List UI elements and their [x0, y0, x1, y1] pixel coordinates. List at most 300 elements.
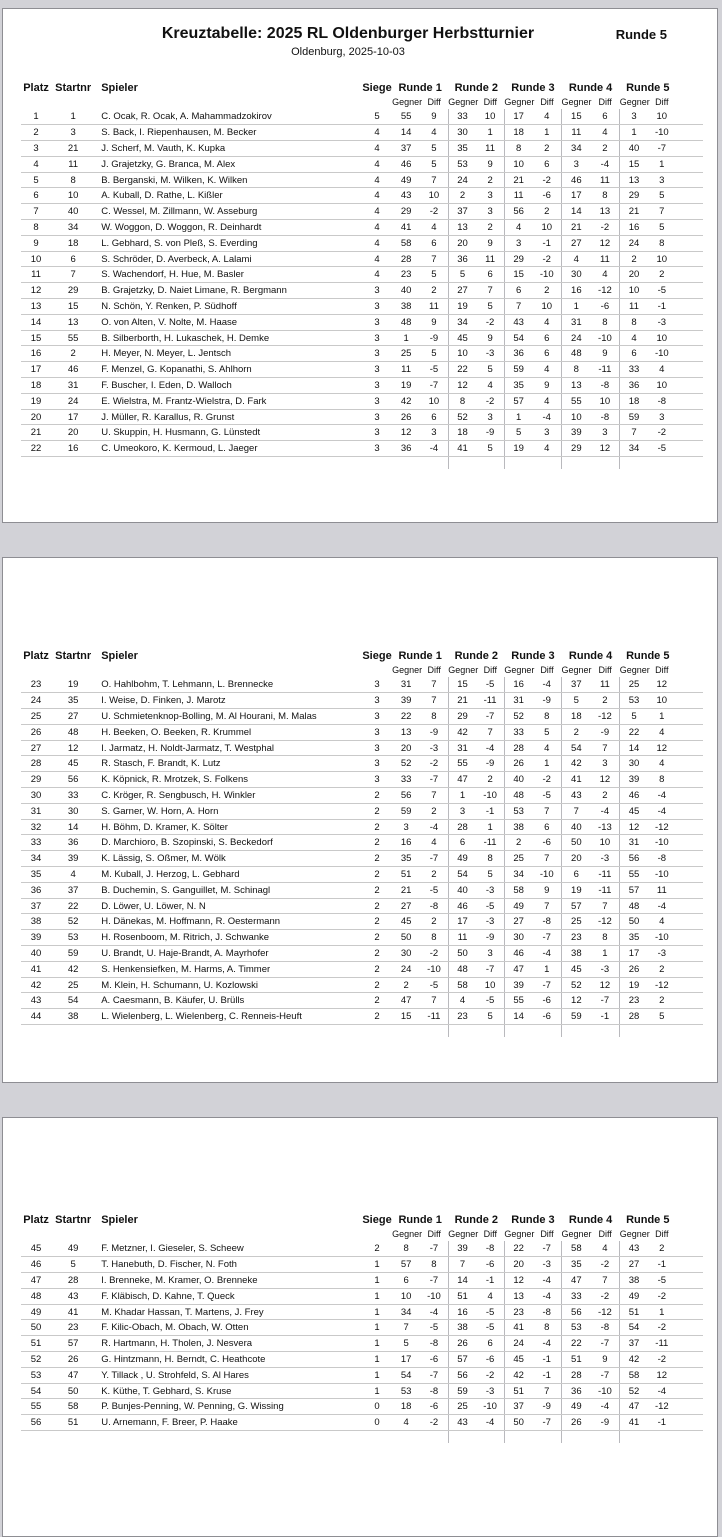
cell-r1-diff: 4 [420, 220, 448, 236]
cell-r5-diff: -5 [648, 1273, 676, 1289]
cell-spieler: U. Arnemann, F. Breer, P. Haake [95, 1415, 362, 1431]
cell-r5-gegner: 53 [620, 693, 648, 709]
spacer-cell [676, 772, 703, 788]
subcol-header-gegner: Gegner [392, 1229, 423, 1239]
cell-r5-gegner: 28 [620, 1009, 648, 1025]
cell-r1-gegner: 30 [392, 946, 420, 962]
cell-r5-gegner: 19 [620, 977, 648, 993]
cell-r2-gegner: 49 [448, 851, 476, 867]
cell-r5-gegner: 37 [620, 1336, 648, 1352]
cell-platz: 2 [21, 125, 51, 141]
cell-r5-gegner: 45 [620, 803, 648, 819]
cell-spieler: S. Garner, W. Horn, A. Horn [95, 803, 362, 819]
cell-r4-diff: 10 [591, 835, 620, 851]
cell-r5-diff: -5 [648, 283, 676, 299]
subcol-header-gegner: Gegner [448, 1229, 479, 1239]
cell-r2-diff: 3 [476, 409, 504, 425]
cell-r5-gegner: 40 [620, 141, 648, 157]
col-header-runde-4: Runde 4 [568, 1214, 613, 1226]
cell-siege: 3 [362, 740, 392, 756]
cell-r1-gegner: 12 [392, 425, 420, 441]
table-row [21, 362, 703, 378]
cell-r5-diff: -2 [648, 1320, 676, 1336]
cell-r5-diff: -4 [648, 1383, 676, 1399]
cell-r2-diff: 5 [476, 441, 504, 457]
cell-r3-diff: -8 [532, 1304, 561, 1320]
spacer-cell [676, 898, 703, 914]
cell-r1-gegner: 23 [392, 267, 420, 283]
cell-r4-diff: -11 [591, 867, 620, 883]
cell-r3-gegner: 34 [504, 867, 532, 883]
cell-startnr: 38 [51, 1009, 95, 1025]
cell-r1-gegner: 36 [392, 441, 420, 457]
cell-r3-gegner: 24 [504, 1336, 532, 1352]
cell-r5-gegner: 55 [620, 867, 648, 883]
cell-r1-diff: -7 [420, 1367, 448, 1383]
subcol-header-diff: Diff [427, 665, 441, 675]
cell-r5-gegner: 21 [620, 204, 648, 220]
cell-r2-diff: -10 [476, 788, 504, 804]
cell-platz: 15 [21, 330, 51, 346]
cell-r3-diff: 10 [532, 299, 561, 315]
cell-r3-diff: -7 [532, 977, 561, 993]
cell-r1-diff: -10 [420, 961, 448, 977]
cell-r1-diff: -7 [420, 1273, 448, 1289]
table-row [21, 677, 703, 693]
cell-r2-diff: 10 [476, 109, 504, 125]
cell-r1-diff: 3 [420, 425, 448, 441]
cell-r5-diff: -8 [648, 393, 676, 409]
table-row [21, 156, 703, 172]
cell-spieler: E. Wielstra, M. Frantz-Wielstra, D. Fark [95, 393, 362, 409]
spacer-cell [676, 740, 703, 756]
cell-platz: 12 [21, 283, 51, 299]
cell-r2-gegner: 28 [448, 819, 476, 835]
cell-r1-diff: 4 [420, 835, 448, 851]
cell-spieler: C. Umeokoro, K. Kermoud, L. Jaeger [95, 441, 362, 457]
cell-r3-gegner: 40 [504, 772, 532, 788]
cell-r1-gegner: 40 [392, 283, 420, 299]
cell-r1-diff: -7 [420, 1241, 448, 1257]
cell-r2-gegner: 35 [448, 141, 476, 157]
cell-r3-gegner: 38 [504, 819, 532, 835]
cell-startnr: 46 [51, 362, 95, 378]
cell-r2-diff: -7 [476, 709, 504, 725]
col-header-platz: Platz [23, 82, 49, 94]
cell-r4-diff: 8 [591, 930, 620, 946]
cell-r5-diff: -1 [648, 1257, 676, 1273]
col-header-spieler: Spieler [101, 1214, 138, 1226]
cell-r5-gegner: 54 [620, 1320, 648, 1336]
cell-platz: 3 [21, 141, 51, 157]
table-subheader-row [21, 1227, 703, 1241]
cell-r1-diff: -2 [420, 204, 448, 220]
table-row [21, 930, 703, 946]
cell-r5-gegner: 8 [620, 314, 648, 330]
cell-r3-gegner: 27 [504, 914, 532, 930]
cell-r4-diff: -8 [591, 1320, 620, 1336]
cell-r1-gegner: 4 [392, 1415, 420, 1431]
cell-r2-diff: -3 [476, 1383, 504, 1399]
cell-r5-gegner: 59 [620, 409, 648, 425]
spacer-cell [676, 80, 703, 95]
cell-r3-diff: 7 [532, 898, 561, 914]
spacer-cell [676, 1383, 703, 1399]
cell-r3-gegner: 48 [504, 788, 532, 804]
cell-r1-gegner: 58 [392, 235, 420, 251]
col-header-runde-3: Runde 3 [511, 82, 555, 94]
cell-startnr: 52 [51, 914, 95, 930]
spacer-cell [676, 1212, 703, 1227]
cell-r3-diff: 9 [532, 882, 561, 898]
cell-r1-gegner: 20 [392, 740, 420, 756]
subcol-header-diff: Diff [483, 665, 497, 675]
cell-r3-diff: 4 [532, 109, 561, 125]
cell-r1-gegner: 41 [392, 220, 420, 236]
spacer-cell [620, 457, 676, 469]
table-row [21, 1257, 703, 1273]
cell-r2-diff: 2 [476, 772, 504, 788]
cell-siege: 1 [362, 1273, 392, 1289]
subcol-header-diff: Diff [540, 97, 554, 107]
cell-startnr: 24 [51, 393, 95, 409]
spacer-cell [676, 803, 703, 819]
cell-r5-gegner: 10 [620, 283, 648, 299]
cell-r4-diff: 12 [591, 772, 620, 788]
cell-r3-gegner: 6 [504, 283, 532, 299]
cell-siege: 3 [362, 283, 392, 299]
cell-spieler: C. Ocak, R. Ocak, A. Mahammadzokirov [95, 109, 362, 125]
cell-siege: 1 [362, 1257, 392, 1273]
cell-siege: 3 [362, 362, 392, 378]
cell-r1-gegner: 5 [392, 1336, 420, 1352]
cell-platz: 7 [21, 204, 51, 220]
table-row [21, 299, 703, 315]
spacer-cell [562, 1431, 620, 1443]
cell-platz: 47 [21, 1273, 51, 1289]
spacer-cell [676, 882, 703, 898]
cell-r2-gegner: 11 [448, 930, 476, 946]
cell-r3-diff: 3 [532, 425, 561, 441]
table-header-row [21, 1212, 703, 1227]
cell-r2-diff: -2 [476, 314, 504, 330]
cell-r1-diff: 11 [420, 299, 448, 315]
cell-r2-gegner: 58 [448, 977, 476, 993]
cell-r3-gegner: 11 [504, 188, 532, 204]
cell-r5-diff: 2 [648, 961, 676, 977]
cell-r3-gegner: 3 [504, 235, 532, 251]
col-header-startnr: Startnr [55, 1214, 92, 1226]
cell-r2-gegner: 3 [448, 803, 476, 819]
cell-r3-gegner: 1 [504, 409, 532, 425]
cell-r4-diff: 4 [591, 267, 620, 283]
cell-startnr: 8 [51, 172, 95, 188]
cell-r5-gegner: 35 [620, 930, 648, 946]
cell-r1-gegner: 53 [392, 1383, 420, 1399]
cell-r1-gegner: 3 [392, 819, 420, 835]
cell-r3-gegner: 55 [504, 993, 532, 1009]
cell-platz: 16 [21, 346, 51, 362]
cell-r4-diff: -8 [591, 409, 620, 425]
cell-r2-diff: 5 [476, 362, 504, 378]
cell-spieler: L. Gebhard, S. von Pleß, S. Everding [95, 235, 362, 251]
cell-r3-diff: 7 [532, 803, 561, 819]
cell-siege: 2 [362, 1009, 392, 1025]
table-tail-row [21, 1431, 703, 1443]
table-row [21, 378, 703, 394]
cell-r1-diff: 5 [420, 141, 448, 157]
spacer-cell [676, 172, 703, 188]
cell-r2-diff: -5 [476, 1320, 504, 1336]
cell-r3-diff: -1 [532, 1352, 561, 1368]
cell-r4-diff: -7 [591, 1336, 620, 1352]
cell-r3-diff: -4 [532, 1273, 561, 1289]
cell-r5-diff: -12 [648, 977, 676, 993]
cell-siege: 2 [362, 993, 392, 1009]
cell-r3-gegner: 7 [504, 299, 532, 315]
cell-spieler: M. Kuball, J. Herzog, L. Gebhard [95, 867, 362, 883]
cell-siege: 2 [362, 882, 392, 898]
cell-r1-gegner: 50 [392, 930, 420, 946]
cell-platz: 26 [21, 724, 51, 740]
cell-r4-diff: 4 [591, 125, 620, 141]
cell-r2-gegner: 4 [448, 993, 476, 1009]
cell-r3-diff: -2 [532, 772, 561, 788]
cell-spieler: F. Buscher, I. Eden, D. Walloch [95, 378, 362, 394]
cell-spieler: G. Hintzmann, H. Berndt, C. Heathcote [95, 1352, 362, 1368]
cell-r4-diff: -2 [591, 1288, 620, 1304]
cell-r3-diff: -1 [532, 1367, 561, 1383]
cell-startnr: 34 [51, 220, 95, 236]
cell-platz: 41 [21, 961, 51, 977]
cell-r1-gegner: 52 [392, 756, 420, 772]
cell-platz: 45 [21, 1241, 51, 1257]
cell-r1-gegner: 38 [392, 299, 420, 315]
table-row [21, 1399, 703, 1415]
cell-spieler: B. Berganski, M. Wilken, K. Wilken [95, 172, 362, 188]
cell-r3-diff: 2 [532, 204, 561, 220]
cell-r5-diff: 2 [648, 1241, 676, 1257]
cell-siege: 4 [362, 141, 392, 157]
cell-startnr: 29 [51, 283, 95, 299]
cell-r4-gegner: 6 [562, 867, 591, 883]
subcol-header-diff: Diff [483, 97, 497, 107]
cell-siege: 3 [362, 314, 392, 330]
cell-r5-gegner: 2 [620, 251, 648, 267]
spacer-cell [676, 125, 703, 141]
cell-r1-diff: -10 [420, 1288, 448, 1304]
col-header-platz: Platz [23, 1214, 49, 1226]
cell-r4-gegner: 1 [562, 299, 591, 315]
cell-r5-gegner: 43 [620, 1241, 648, 1257]
spacer-cell [95, 95, 362, 109]
cell-spieler: F. Metzner, I. Gieseler, S. Scheew [95, 1241, 362, 1257]
cell-r4-diff: 11 [591, 172, 620, 188]
cell-r5-gegner: 34 [620, 441, 648, 457]
spacer-cell [676, 648, 703, 663]
cell-r5-gegner: 25 [620, 677, 648, 693]
cell-startnr: 49 [51, 1241, 95, 1257]
spacer-cell [676, 1304, 703, 1320]
cell-siege: 3 [362, 693, 392, 709]
cell-r1-gegner: 39 [392, 693, 420, 709]
cell-r2-gegner: 38 [448, 1320, 476, 1336]
spacer-cell [51, 663, 95, 677]
cell-r2-gegner: 18 [448, 425, 476, 441]
cell-spieler: R. Hartmann, H. Tholen, J. Nesvera [95, 1336, 362, 1352]
cell-startnr: 25 [51, 977, 95, 993]
cell-r1-gegner: 31 [392, 677, 420, 693]
cell-r1-diff: 7 [420, 251, 448, 267]
cell-r1-diff: 7 [420, 788, 448, 804]
table-row [21, 709, 703, 725]
cell-r5-diff: 10 [648, 251, 676, 267]
spacer-cell [676, 378, 703, 394]
cell-spieler: S. Henkensiefken, M. Harms, A. Timmer [95, 961, 362, 977]
cell-r4-diff: -12 [591, 914, 620, 930]
spacer-cell [676, 819, 703, 835]
spacer-cell [448, 457, 504, 469]
cell-platz: 18 [21, 378, 51, 394]
cell-siege: 2 [362, 1241, 392, 1257]
cell-r1-diff: 4 [420, 125, 448, 141]
cell-r5-diff: -2 [648, 1288, 676, 1304]
cell-r5-diff: 5 [648, 188, 676, 204]
table-row [21, 314, 703, 330]
table-row [21, 441, 703, 457]
cell-siege: 4 [362, 251, 392, 267]
cell-r5-diff: -2 [648, 425, 676, 441]
cell-r4-diff: 7 [591, 740, 620, 756]
cell-startnr: 55 [51, 330, 95, 346]
cell-r5-diff: 1 [648, 1304, 676, 1320]
cell-r4-gegner: 51 [562, 1352, 591, 1368]
cell-siege: 2 [362, 961, 392, 977]
cell-r5-gegner: 3 [620, 109, 648, 125]
cell-r4-gegner: 25 [562, 914, 591, 930]
cell-r2-diff: 7 [476, 283, 504, 299]
cell-r4-gegner: 53 [562, 1320, 591, 1336]
cell-r2-diff: -11 [476, 693, 504, 709]
cell-spieler: A. Caesmann, B. Käufer, U. Brülls [95, 993, 362, 1009]
cell-r2-gegner: 2 [448, 188, 476, 204]
cell-r5-diff: -3 [648, 314, 676, 330]
spacer-cell [362, 95, 392, 109]
cell-r1-gegner: 47 [392, 993, 420, 1009]
cell-r1-gegner: 18 [392, 1399, 420, 1415]
cell-r3-gegner: 59 [504, 362, 532, 378]
cell-r3-diff: -4 [532, 409, 561, 425]
cell-r1-diff: 5 [420, 267, 448, 283]
cell-r3-gegner: 31 [504, 693, 532, 709]
cell-r2-diff: 2 [476, 220, 504, 236]
table-row [21, 141, 703, 157]
cell-r1-diff: 7 [420, 993, 448, 1009]
cell-siege: 4 [362, 220, 392, 236]
cell-spieler: F. Kläbisch, D. Kahne, T. Queck [95, 1288, 362, 1304]
cell-r2-gegner: 41 [448, 441, 476, 457]
cell-r3-diff: -9 [532, 1399, 561, 1415]
cell-startnr: 22 [51, 898, 95, 914]
cell-r4-diff: 4 [591, 1241, 620, 1257]
cell-siege: 4 [362, 204, 392, 220]
cell-r1-gegner: 37 [392, 141, 420, 157]
cell-r5-gegner: 5 [620, 709, 648, 725]
cell-siege: 0 [362, 1399, 392, 1415]
table-row [21, 961, 703, 977]
cell-startnr: 59 [51, 946, 95, 962]
cell-r3-gegner: 49 [504, 898, 532, 914]
spacer-cell [676, 156, 703, 172]
cell-r2-gegner: 39 [448, 1241, 476, 1257]
cell-spieler: H. Böhm, D. Kramer, K. Sölter [95, 819, 362, 835]
col-header-siege: Siege [362, 1214, 392, 1226]
cell-r3-diff: -6 [532, 1009, 561, 1025]
cell-r3-gegner: 33 [504, 724, 532, 740]
table-row [21, 267, 703, 283]
cell-platz: 49 [21, 1304, 51, 1320]
cell-r3-gegner: 43 [504, 314, 532, 330]
cell-r3-diff: -4 [532, 1288, 561, 1304]
cell-platz: 35 [21, 867, 51, 883]
subcol-header-diff: Diff [540, 665, 554, 675]
cell-r1-diff: 7 [420, 677, 448, 693]
cell-r1-diff: -2 [420, 946, 448, 962]
cell-r3-gegner: 10 [504, 156, 532, 172]
cell-startnr: 28 [51, 1273, 95, 1289]
cell-r1-diff: 7 [420, 693, 448, 709]
cell-r2-diff: 6 [476, 267, 504, 283]
cell-r1-diff: -4 [420, 1304, 448, 1320]
cell-r2-diff: 3 [476, 946, 504, 962]
cell-r2-diff: -10 [476, 1399, 504, 1415]
cell-r1-diff: -5 [420, 362, 448, 378]
spacer-cell [676, 393, 703, 409]
cell-r2-gegner: 20 [448, 235, 476, 251]
spacer-cell [21, 1025, 448, 1037]
cell-r2-gegner: 1 [448, 788, 476, 804]
spacer-cell [504, 457, 561, 469]
spacer-cell [620, 1431, 676, 1443]
subcol-header-diff: Diff [427, 1229, 441, 1239]
cell-startnr: 53 [51, 930, 95, 946]
cell-spieler: K. Köpnick, R. Mrotzek, S. Folkens [95, 772, 362, 788]
cell-r5-gegner: 16 [620, 220, 648, 236]
cell-r3-gegner: 18 [504, 125, 532, 141]
cell-platz: 14 [21, 314, 51, 330]
subcol-header-gegner: Gegner [561, 1229, 592, 1239]
spacer-cell [95, 663, 362, 677]
cell-r3-gegner: 56 [504, 204, 532, 220]
cell-r4-diff: 9 [591, 346, 620, 362]
cell-r5-diff: 1 [648, 709, 676, 725]
cell-r5-diff: 2 [648, 267, 676, 283]
cell-r3-diff: 9 [532, 378, 561, 394]
cell-spieler: K. Küthe, T. Gebhard, S. Kruse [95, 1383, 362, 1399]
cell-r4-gegner: 30 [562, 267, 591, 283]
cell-r4-gegner: 14 [562, 204, 591, 220]
cell-r4-gegner: 11 [562, 125, 591, 141]
cell-siege: 2 [362, 914, 392, 930]
cell-startnr: 50 [51, 1383, 95, 1399]
cell-r5-gegner: 27 [620, 1257, 648, 1273]
cell-r2-gegner: 40 [448, 882, 476, 898]
cell-r2-gegner: 27 [448, 283, 476, 299]
spacer-cell [676, 457, 703, 469]
cell-r4-gegner: 17 [562, 188, 591, 204]
cell-r3-diff: -7 [532, 1415, 561, 1431]
cell-r3-gegner: 46 [504, 946, 532, 962]
